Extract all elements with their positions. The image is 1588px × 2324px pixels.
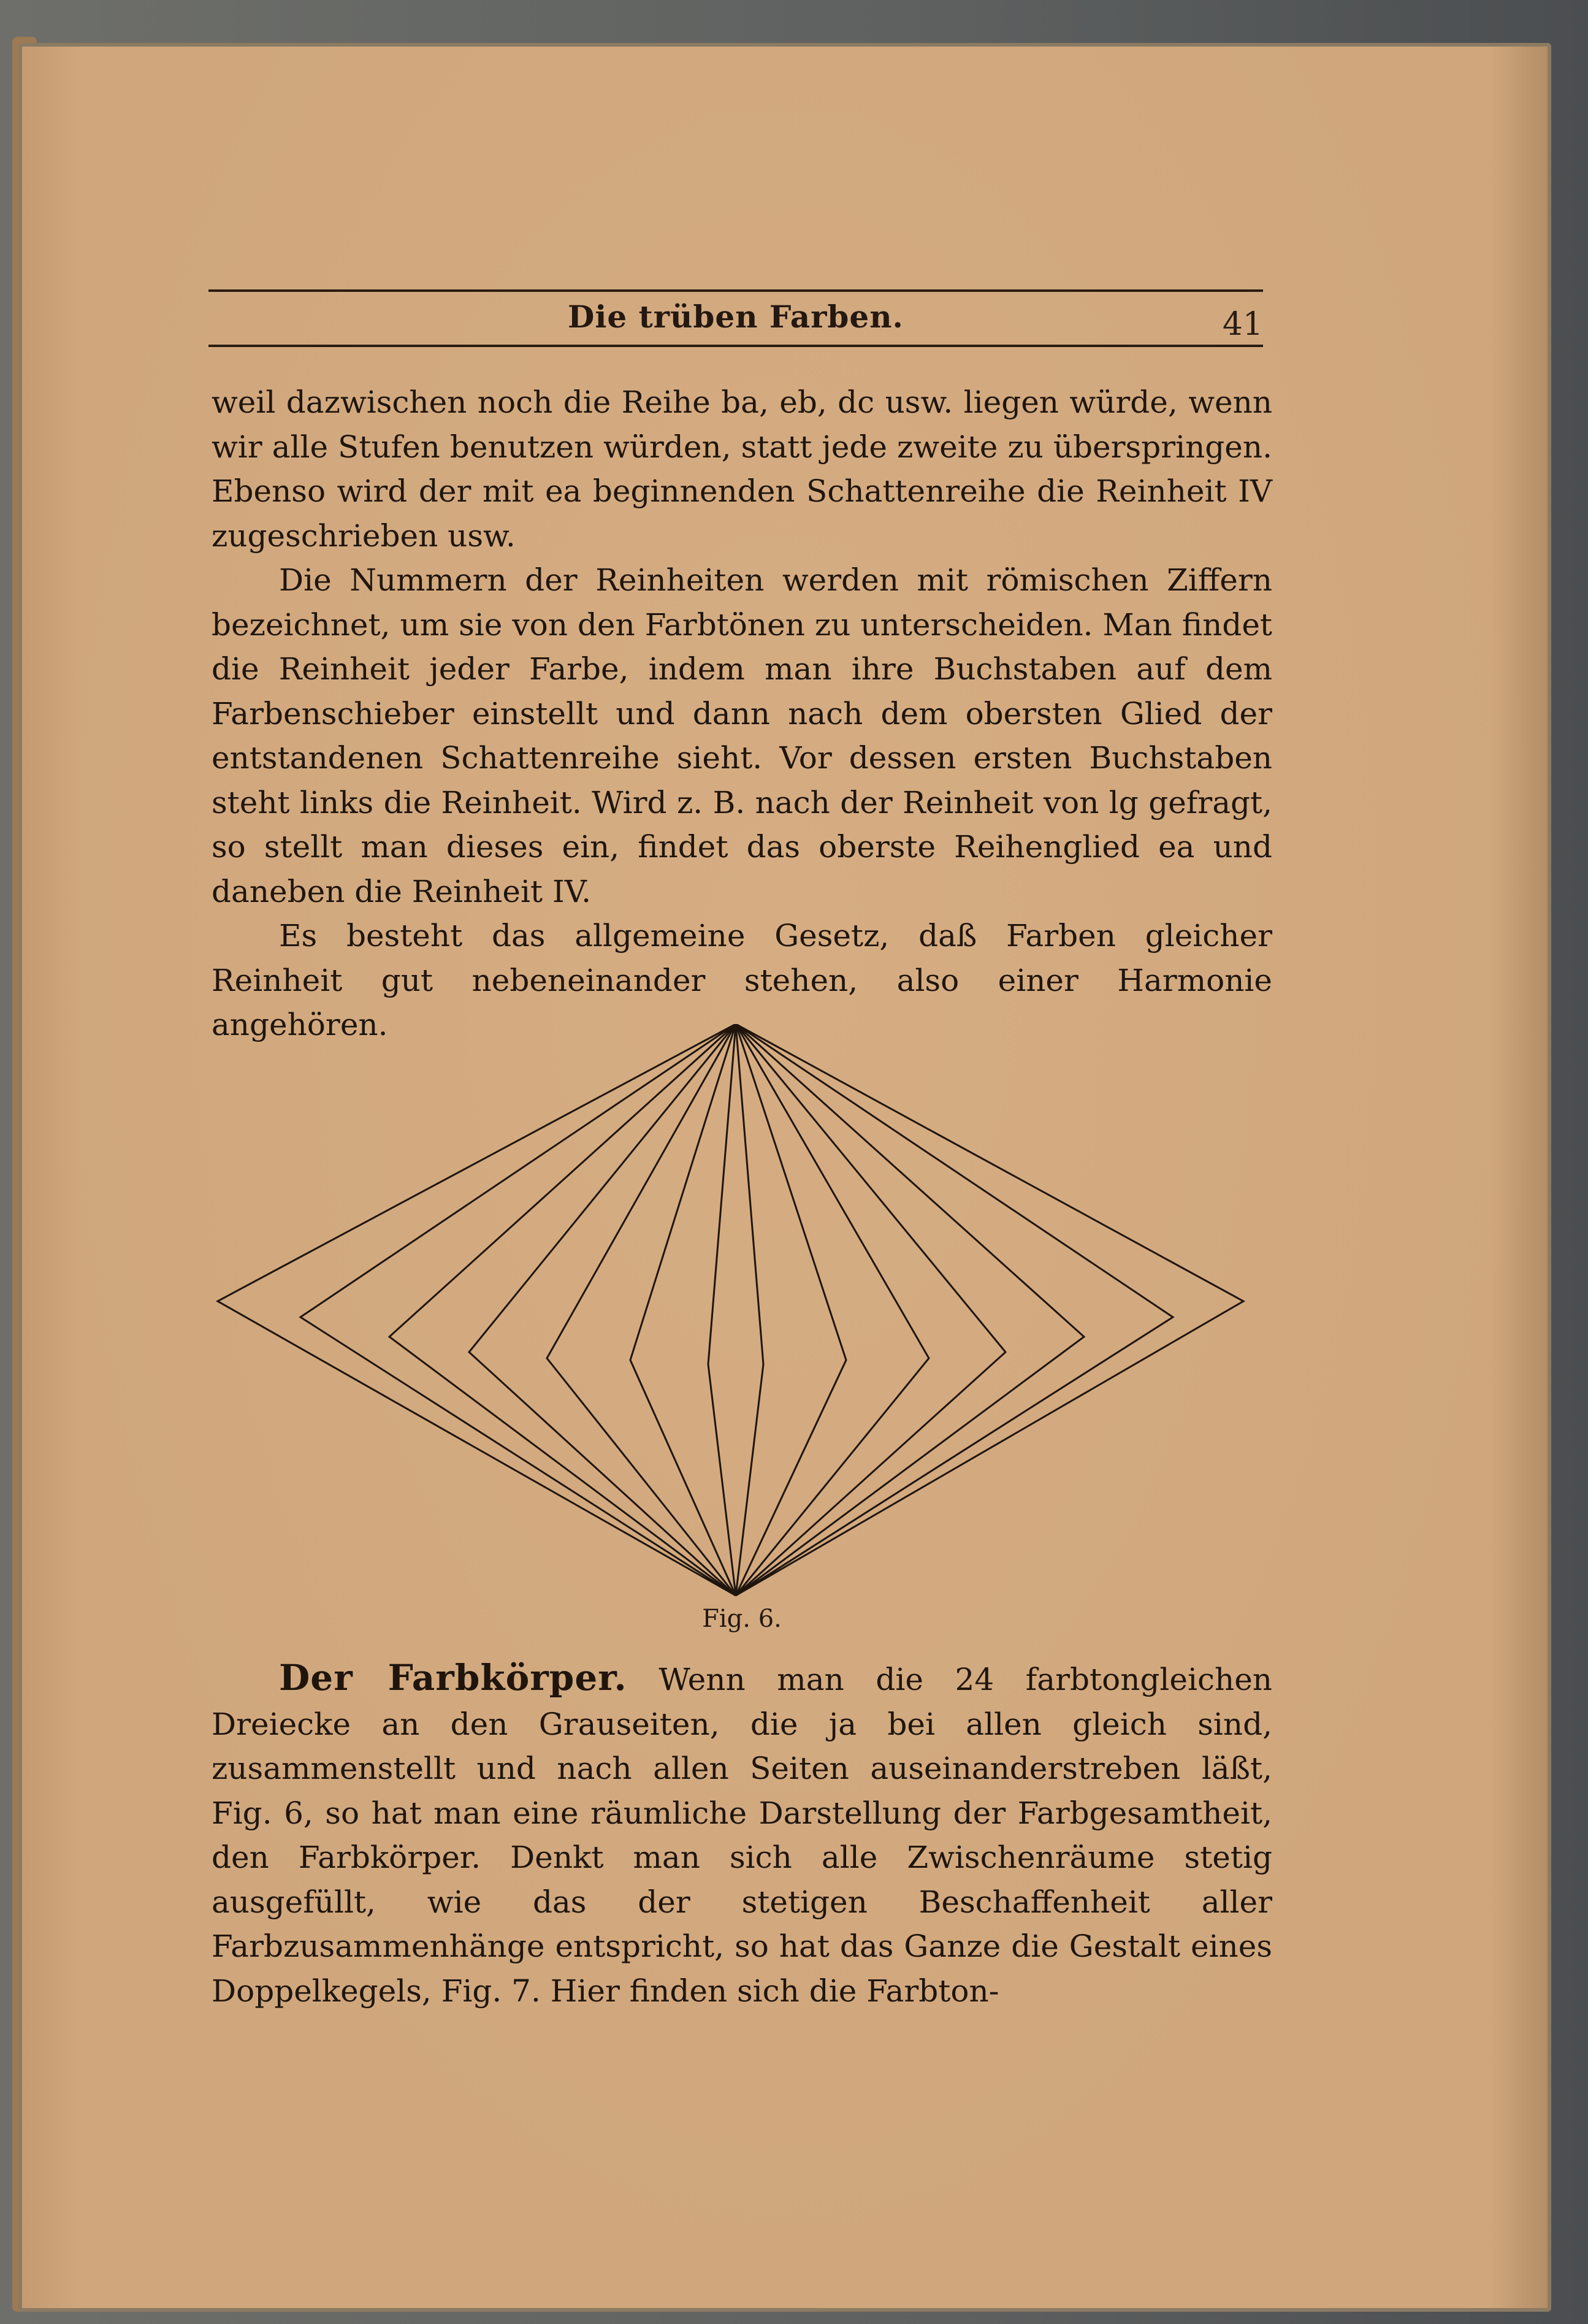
paragraph-2: Die Nummern der Reinheiten werden mit römischen Ziffern bezeichnet, um sie von den Farbtönen zu unterscheiden. Man findet die Reinheit jeder Farbe, indem man ihre Buchstaben auf dem Farbenschieber einstellt und dann nach dem obersten Glied der entstandenen Schattenreihe sieht. Vor dessen ersten Buchstaben steht links die Reinheit. Wird z. B. nach der Reinheit von lg gefragt, so stellt man dieses ein, findet das oberste Reihenglied ea und daneben die Reinheit IV. [212, 562, 1272, 909]
fig-outline-3-left [389, 1024, 736, 1596]
header-rule-top [208, 289, 1263, 292]
fig-outline-7-left [708, 1024, 736, 1596]
fig-outline-6-left [630, 1024, 736, 1596]
fig-outline-2-left [300, 1024, 736, 1596]
section-text: Wenn man die 24 farbtongleichen Dreiecke an den Grauseiten, die ja bei allen gleich sind, zusammenstellt und nach allen Seiten auseinanderstreben läßt, Fig. 6, so hat man eine räumliche Darstellung der Farbgesamtheit, den Farbkörper. Denkt man sich alle Zwischenräume stetig ausgefüllt, wie das der stetigen Beschaffenheit aller Farbzusammenhänge entspricht, so hat das Ganze die Gestalt eines Doppelkegels, Fig. 7. Hier finden sich die Farbton- [212, 1662, 1272, 2009]
fig-outline-2-right [736, 1024, 1173, 1596]
page-number: 41 [1222, 306, 1263, 343]
section-paragraph [212, 1656, 1272, 2013]
body-text-bottom [212, 1656, 1272, 2013]
paragraph-3: Es besteht das allgemeine Gesetz, daß Farben gleicher Reinheit gut nebeneinander stehen, also einer Harmonie angehören. [212, 918, 1272, 1042]
fig-outline-1-left [218, 1024, 736, 1596]
section-heading: Der Farbkörper. [279, 1657, 627, 1699]
running-title: Die trüben Farben. [568, 299, 904, 335]
body-text-top [212, 380, 1272, 1047]
figure-caption: Fig. 6. [702, 1605, 782, 1633]
header-rule-bottom [208, 345, 1263, 347]
double-cone-section-diagram [208, 1024, 1275, 1600]
fig-outline-3-right [736, 1024, 1084, 1596]
fig-outline-7-right [736, 1024, 763, 1596]
fig-outline-1-right [736, 1024, 1243, 1596]
figure-6-diagram [208, 1024, 1275, 1600]
paragraph-1: weil dazwischen noch die Reihe ba, eb, dc usw. liegen würde, wenn wir alle Stufen benutzen würden, statt jede zweite zu überspringen. Ebenso wird der mit ea beginnenden Schattenreihe die Reinheit IV zugeschrieben usw. [212, 384, 1272, 554]
